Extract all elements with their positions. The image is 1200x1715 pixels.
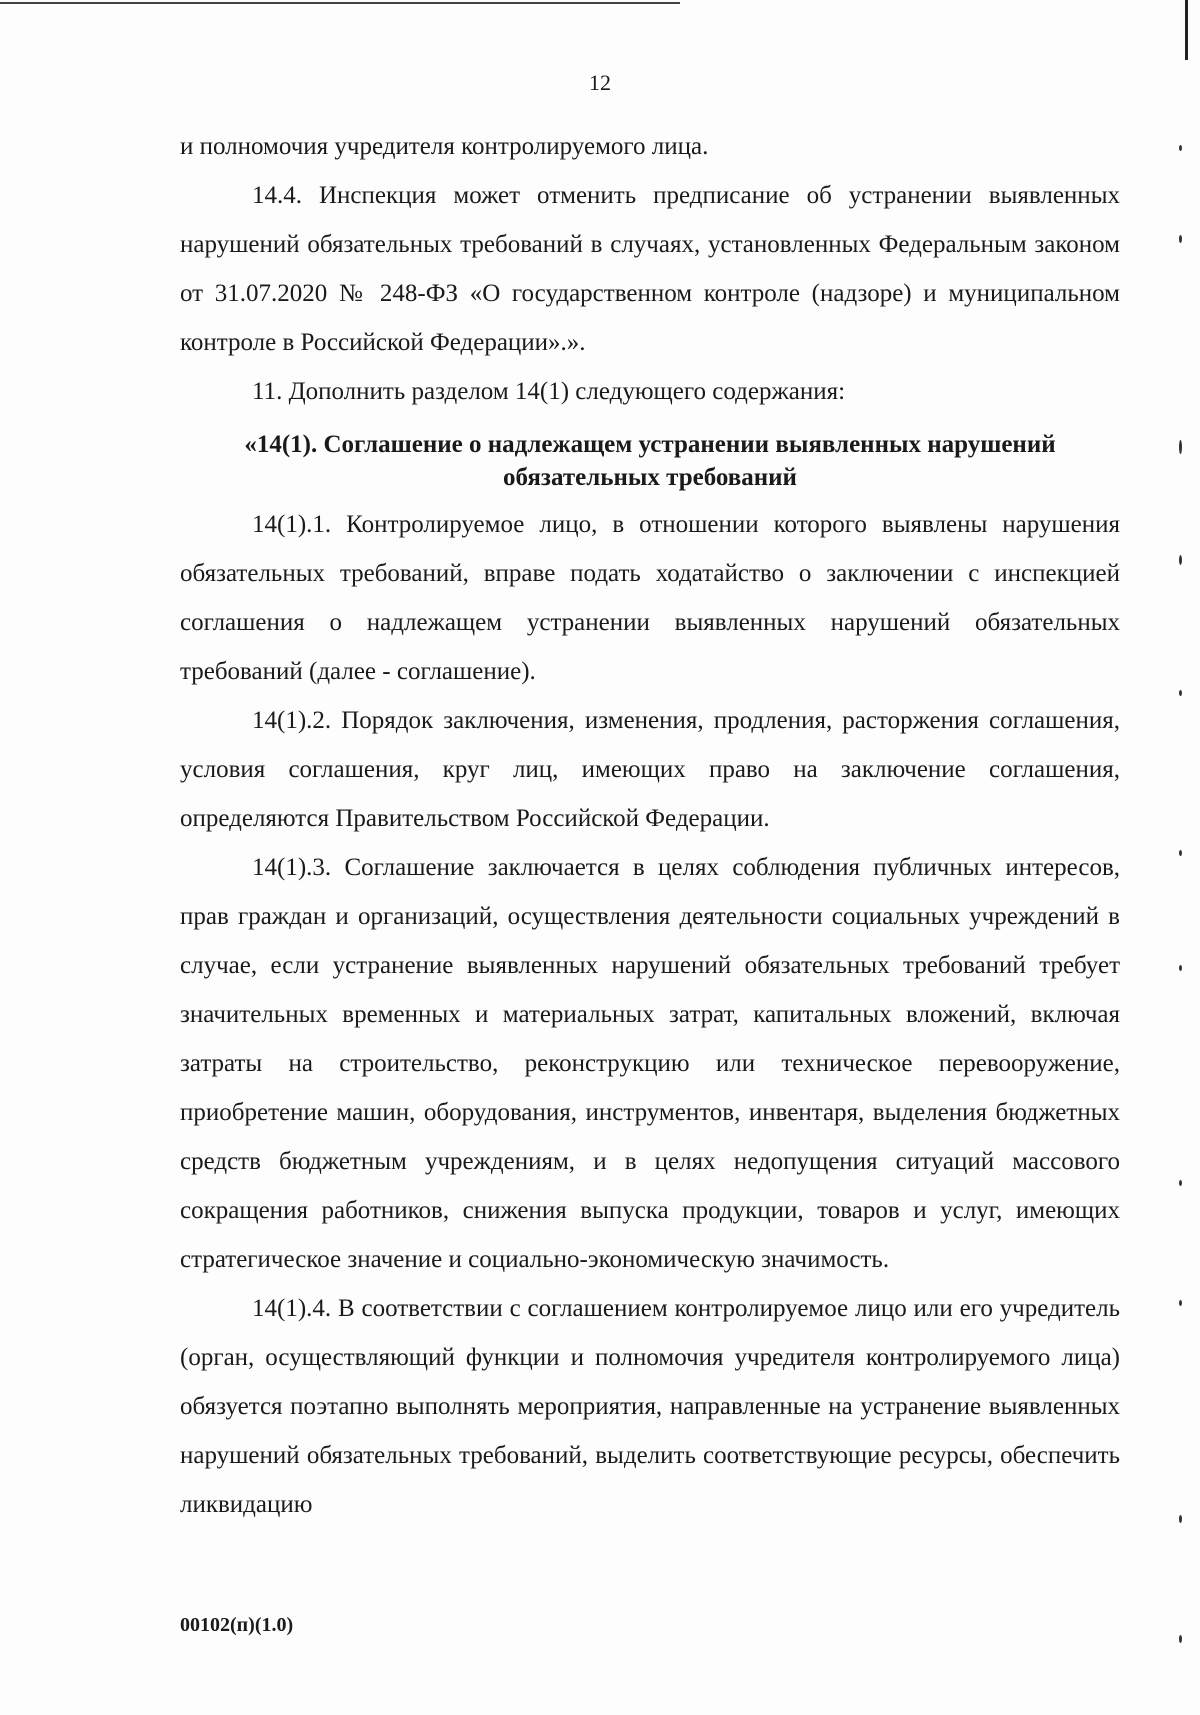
paragraph-amendment-11: 11. Дополнить разделом 14(1) следующего содержания: xyxy=(252,378,846,405)
page-number: 12 xyxy=(589,70,611,95)
scan-speck xyxy=(1179,850,1182,856)
scan-speck xyxy=(1179,555,1182,565)
paragraph-14-1-3: 14(1).3. Соглашение заключается в целях соблюдения публичных интересов, прав граждан и организаций, осуществления деятельности социальных учреждений в случае, если устранение выявленных нарушений обязательных требований требует значительных временных и материальных затрат, капитальных вложений, включая затраты на строительство, реконструкцию или техническое перевооружение, приобретение машин, оборудования, инструментов, инвентаря, выделения бюджетных средств бюджетным учреждениям, и в целях недопущения ситуаций массового сокращения работников, снижения выпуска продукции, товаров и услуг, имеющих стратегическое значение и социально-экономическую значимость. xyxy=(180,854,1120,1273)
scan-speck xyxy=(1179,1515,1182,1523)
paragraph-14-1-1: 14(1).1. Контролируемое лицо, в отношении которого выявлены нарушения обязательных требований, вправе подать ходатайство о заключении с инспекцией соглашения о надлежащем устранении выявленных нарушений обязательных требований (далее - соглашение). xyxy=(180,511,1120,685)
scan-speck xyxy=(1179,965,1182,971)
scan-speck xyxy=(1179,235,1182,243)
scan-speck xyxy=(1179,1180,1182,1186)
scan-speck xyxy=(1179,690,1182,696)
paragraph-14-4: 14.4. Инспекция может отменить предписание об устранении выявленных нарушений обязательных требований в случаях, установленных Федеральным законом от 31.07.2020 № 248-ФЗ «О государственном контроле (надзоре) и муниципальном контроле в Российской Федерации».». xyxy=(180,182,1120,356)
document-code: 00102(п)(1.0) xyxy=(180,1614,294,1636)
paragraph-14-1-2: 14(1).2. Порядок заключения, изменения, продления, расторжения соглашения, условия соглашения, круг лиц, имеющих право на заключение соглашения, определяются Правительством Российской Федерации. xyxy=(180,707,1120,832)
document-body xyxy=(180,122,1120,1529)
scan-speck xyxy=(1179,145,1182,151)
scan-speck xyxy=(1179,440,1182,454)
scan-speck xyxy=(1179,1635,1182,1643)
paragraph-continuation: и полномочия учредителя контролируемого лица. xyxy=(180,133,709,160)
scan-edge-mark xyxy=(1185,0,1188,60)
section-heading: «14(1). Соглашение о надлежащем устранении выявленных нарушений обязательных требований xyxy=(244,431,1056,491)
paragraph-14-1-4: 14(1).4. В соответствии с соглашением контролируемое лицо или его учредитель (орган, осуществляющий функции и полномочия учредителя контролируемого лица) обязуется поэтапно выполнять мероприятия, направленные на устранение выявленных нарушений обязательных требований, выделить соответствующие ресурсы, обеспечить ликвидацию xyxy=(180,1295,1120,1518)
scan-speck xyxy=(1179,1300,1182,1306)
scan-edge-line xyxy=(0,2,680,4)
